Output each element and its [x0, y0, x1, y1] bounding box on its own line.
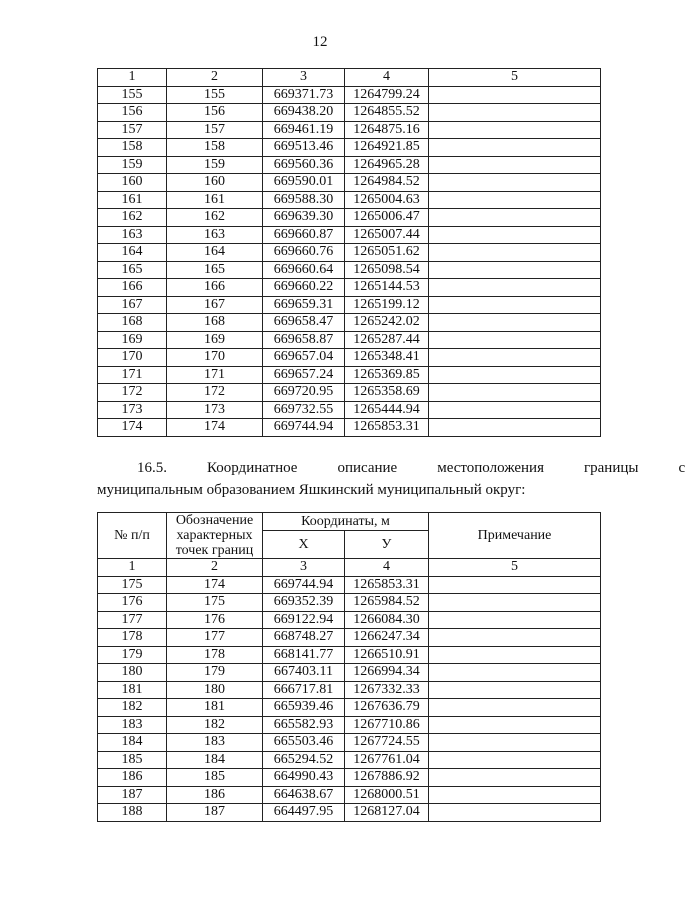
- coordinate-x: 669658.47: [263, 314, 345, 332]
- row-number: 177: [98, 611, 167, 629]
- column-number: 4: [345, 559, 429, 577]
- coordinate-x: 664497.95: [263, 804, 345, 822]
- header-x: X: [263, 531, 345, 559]
- coordinate-x: 669590.01: [263, 174, 345, 192]
- table-row: [98, 209, 601, 227]
- coordinate-y: 1265369.85: [345, 366, 429, 384]
- point-designation: 170: [167, 349, 263, 367]
- point-designation: 163: [167, 226, 263, 244]
- note: [429, 804, 601, 822]
- header-number: № п/п: [98, 513, 167, 559]
- row-number: 172: [98, 384, 167, 402]
- point-designation: 157: [167, 121, 263, 139]
- column-number: 5: [429, 559, 601, 577]
- note: [429, 751, 601, 769]
- note: [429, 156, 601, 174]
- coordinate-x: 667403.11: [263, 664, 345, 682]
- row-number: 160: [98, 174, 167, 192]
- coordinate-x: 669371.73: [263, 86, 345, 104]
- coordinate-x: 664990.43: [263, 769, 345, 787]
- heading-word: описание: [337, 460, 398, 476]
- note: [429, 699, 601, 717]
- coordinate-y: 1265853.31: [345, 576, 429, 594]
- table-row: [98, 279, 601, 297]
- row-number: 187: [98, 786, 167, 804]
- row-number: 171: [98, 366, 167, 384]
- point-designation: 183: [167, 734, 263, 752]
- note: [429, 716, 601, 734]
- row-number: 184: [98, 734, 167, 752]
- coordinate-x: 669588.30: [263, 191, 345, 209]
- note: [429, 174, 601, 192]
- table-row: [98, 226, 601, 244]
- point-designation: 173: [167, 401, 263, 419]
- table-row: [98, 104, 601, 122]
- coordinate-y: 1265242.02: [345, 314, 429, 332]
- point-designation: 155: [167, 86, 263, 104]
- coordinate-x: 665939.46: [263, 699, 345, 717]
- coordinate-y: 1267886.92: [345, 769, 429, 787]
- table-row: [98, 734, 601, 752]
- coordinate-y: 1266247.34: [345, 629, 429, 647]
- coordinate-y: 1268127.04: [345, 804, 429, 822]
- row-number: 186: [98, 769, 167, 787]
- column-number-row: [98, 559, 601, 577]
- row-number: 185: [98, 751, 167, 769]
- coordinate-y: 1266994.34: [345, 664, 429, 682]
- section-heading-line-1: [97, 457, 685, 479]
- coordinate-y: 1265199.12: [345, 296, 429, 314]
- table-row: [98, 419, 601, 437]
- point-designation: 156: [167, 104, 263, 122]
- coordinate-y: 1265348.41: [345, 349, 429, 367]
- row-number: 183: [98, 716, 167, 734]
- coordinate-x: 664638.67: [263, 786, 345, 804]
- coordinate-x: 668748.27: [263, 629, 345, 647]
- coordinate-x: 669720.95: [263, 384, 345, 402]
- heading-word: границы: [583, 460, 639, 476]
- coordinate-x: 669461.19: [263, 121, 345, 139]
- row-number: 173: [98, 401, 167, 419]
- note: [429, 594, 601, 612]
- coordinate-y: 1265358.69: [345, 384, 429, 402]
- table-row: [98, 314, 601, 332]
- coordinate-x: 669660.22: [263, 279, 345, 297]
- coordinate-x: 669660.76: [263, 244, 345, 262]
- point-designation: 187: [167, 804, 263, 822]
- row-number: 159: [98, 156, 167, 174]
- note: [429, 769, 601, 787]
- note: [429, 646, 601, 664]
- coordinate-y: 1264799.24: [345, 86, 429, 104]
- point-designation: 171: [167, 366, 263, 384]
- heading-word: Координатное: [207, 460, 298, 476]
- coordinate-y: 1265004.63: [345, 191, 429, 209]
- coordinate-y: 1265287.44: [345, 331, 429, 349]
- column-number-row: [98, 69, 601, 87]
- point-designation: 160: [167, 174, 263, 192]
- table-row: [98, 139, 601, 157]
- point-designation: 169: [167, 331, 263, 349]
- note: [429, 226, 601, 244]
- coordinate-y: 1267332.33: [345, 681, 429, 699]
- note: [429, 314, 601, 332]
- note: [429, 681, 601, 699]
- coordinate-x: 669438.20: [263, 104, 345, 122]
- point-designation: 168: [167, 314, 263, 332]
- point-designation: 164: [167, 244, 263, 262]
- note: [429, 734, 601, 752]
- coordinate-y: 1264984.52: [345, 174, 429, 192]
- table-row: [98, 786, 601, 804]
- note: [429, 104, 601, 122]
- heading-word: 16.5.: [137, 460, 167, 476]
- coordinates-table: [97, 512, 601, 822]
- column-number: 2: [167, 69, 263, 87]
- row-number: 158: [98, 139, 167, 157]
- point-designation: 184: [167, 751, 263, 769]
- table-row: [98, 716, 601, 734]
- row-number: 179: [98, 646, 167, 664]
- coordinate-x: 669657.04: [263, 349, 345, 367]
- coordinate-x: 669657.24: [263, 366, 345, 384]
- point-designation: 182: [167, 716, 263, 734]
- heading-word: местоположения: [437, 460, 544, 476]
- table-row: [98, 191, 601, 209]
- row-number: 164: [98, 244, 167, 262]
- table-row: [98, 804, 601, 822]
- table-row: [98, 244, 601, 262]
- point-designation: 174: [167, 576, 263, 594]
- table-row: [98, 366, 601, 384]
- row-number: 163: [98, 226, 167, 244]
- note: [429, 121, 601, 139]
- coordinate-y: 1268000.51: [345, 786, 429, 804]
- coordinate-y: 1264855.52: [345, 104, 429, 122]
- row-number: 181: [98, 681, 167, 699]
- point-designation: 167: [167, 296, 263, 314]
- table-row: [98, 594, 601, 612]
- table-row: [98, 156, 601, 174]
- coordinate-x: 669639.30: [263, 209, 345, 227]
- coordinate-y: 1264875.16: [345, 121, 429, 139]
- row-number: 167: [98, 296, 167, 314]
- row-number: 165: [98, 261, 167, 279]
- coordinate-y: 1265144.53: [345, 279, 429, 297]
- note: [429, 786, 601, 804]
- coordinate-x: 669744.94: [263, 419, 345, 437]
- coordinate-y: 1267710.86: [345, 716, 429, 734]
- coordinate-y: 1265853.31: [345, 419, 429, 437]
- note: [429, 384, 601, 402]
- table-body: [98, 513, 601, 822]
- table-row: [98, 576, 601, 594]
- coordinate-y: 1264921.85: [345, 139, 429, 157]
- coordinate-y: 1265098.54: [345, 261, 429, 279]
- point-designation: 166: [167, 279, 263, 297]
- table-row: [98, 699, 601, 717]
- table-row: [98, 384, 601, 402]
- column-number: 3: [263, 559, 345, 577]
- table-row: [98, 331, 601, 349]
- table-row: [98, 646, 601, 664]
- point-designation: 174: [167, 419, 263, 437]
- table-row: [98, 629, 601, 647]
- coordinate-y: 1264965.28: [345, 156, 429, 174]
- row-number: 156: [98, 104, 167, 122]
- column-number: 2: [167, 559, 263, 577]
- row-number: 162: [98, 209, 167, 227]
- note: [429, 279, 601, 297]
- coordinate-x: 665503.46: [263, 734, 345, 752]
- coordinate-y: 1266084.30: [345, 611, 429, 629]
- note: [429, 419, 601, 437]
- header-point-designation: Обозначение характерных точек границ: [167, 513, 263, 559]
- note: [429, 611, 601, 629]
- coordinate-x: 669659.31: [263, 296, 345, 314]
- table-row: [98, 611, 601, 629]
- coordinate-y: 1265444.94: [345, 401, 429, 419]
- table-row: [98, 174, 601, 192]
- note: [429, 576, 601, 594]
- row-number: 157: [98, 121, 167, 139]
- coordinate-x: 669560.36: [263, 156, 345, 174]
- point-designation: 175: [167, 594, 263, 612]
- point-designation: 165: [167, 261, 263, 279]
- coordinate-x: 669732.55: [263, 401, 345, 419]
- row-number: 155: [98, 86, 167, 104]
- note: [429, 664, 601, 682]
- point-designation: 176: [167, 611, 263, 629]
- coordinate-y: 1265051.62: [345, 244, 429, 262]
- point-designation: 159: [167, 156, 263, 174]
- section-heading-line-2: муниципальным образованием Яшкинский муниципальный округ:: [97, 482, 526, 498]
- note: [429, 244, 601, 262]
- heading-word: с: [678, 460, 685, 476]
- row-number: 175: [98, 576, 167, 594]
- table-body: [98, 69, 601, 437]
- coordinates-table-continued: [97, 68, 601, 437]
- point-designation: 186: [167, 786, 263, 804]
- coordinate-x: 669660.64: [263, 261, 345, 279]
- row-number: 169: [98, 331, 167, 349]
- header-y: У: [345, 531, 429, 559]
- coordinate-x: 669660.87: [263, 226, 345, 244]
- coordinate-x: 665582.93: [263, 716, 345, 734]
- row-number: 168: [98, 314, 167, 332]
- point-designation: 158: [167, 139, 263, 157]
- row-number: 170: [98, 349, 167, 367]
- header-coordinates: Координаты, м: [263, 513, 429, 531]
- coordinate-x: 669352.39: [263, 594, 345, 612]
- row-number: 180: [98, 664, 167, 682]
- row-number: 182: [98, 699, 167, 717]
- column-number: 3: [263, 69, 345, 87]
- row-number: 178: [98, 629, 167, 647]
- point-designation: 172: [167, 384, 263, 402]
- coordinate-x: 669658.87: [263, 331, 345, 349]
- coordinate-x: 665294.52: [263, 751, 345, 769]
- point-designation: 179: [167, 664, 263, 682]
- coordinate-x: 666717.81: [263, 681, 345, 699]
- row-number: 161: [98, 191, 167, 209]
- column-number: 1: [98, 69, 167, 87]
- note: [429, 401, 601, 419]
- page-number: 12: [312, 34, 328, 50]
- header-row: [98, 513, 601, 531]
- point-designation: 185: [167, 769, 263, 787]
- row-number: 166: [98, 279, 167, 297]
- table-row: [98, 349, 601, 367]
- note: [429, 139, 601, 157]
- table-row: [98, 121, 601, 139]
- column-number: 4: [345, 69, 429, 87]
- row-number: 174: [98, 419, 167, 437]
- coordinate-y: 1265007.44: [345, 226, 429, 244]
- point-designation: 181: [167, 699, 263, 717]
- point-designation: 178: [167, 646, 263, 664]
- row-number: 188: [98, 804, 167, 822]
- coordinate-x: 669744.94: [263, 576, 345, 594]
- table-row: [98, 261, 601, 279]
- point-designation: 161: [167, 191, 263, 209]
- coordinate-y: 1267761.04: [345, 751, 429, 769]
- table-row: [98, 769, 601, 787]
- section-heading: [97, 457, 685, 501]
- coordinate-y: 1267724.55: [345, 734, 429, 752]
- table-row: [98, 86, 601, 104]
- coordinate-y: 1265984.52: [345, 594, 429, 612]
- point-designation: 162: [167, 209, 263, 227]
- note: [429, 349, 601, 367]
- coordinate-x: 669122.94: [263, 611, 345, 629]
- note: [429, 331, 601, 349]
- note: [429, 296, 601, 314]
- point-designation: 177: [167, 629, 263, 647]
- table-row: [98, 681, 601, 699]
- coordinate-x: 668141.77: [263, 646, 345, 664]
- coordinate-y: 1267636.79: [345, 699, 429, 717]
- note: [429, 629, 601, 647]
- note: [429, 86, 601, 104]
- note: [429, 366, 601, 384]
- point-designation: 180: [167, 681, 263, 699]
- column-number: 5: [429, 69, 601, 87]
- table-row: [98, 664, 601, 682]
- note: [429, 209, 601, 227]
- coordinate-y: 1266510.91: [345, 646, 429, 664]
- table-row: [98, 401, 601, 419]
- note: [429, 261, 601, 279]
- coordinate-x: 669513.46: [263, 139, 345, 157]
- header-note: Примечание: [429, 513, 601, 559]
- row-number: 176: [98, 594, 167, 612]
- column-number: 1: [98, 559, 167, 577]
- coordinate-y: 1265006.47: [345, 209, 429, 227]
- table-row: [98, 751, 601, 769]
- note: [429, 191, 601, 209]
- table-row: [98, 296, 601, 314]
